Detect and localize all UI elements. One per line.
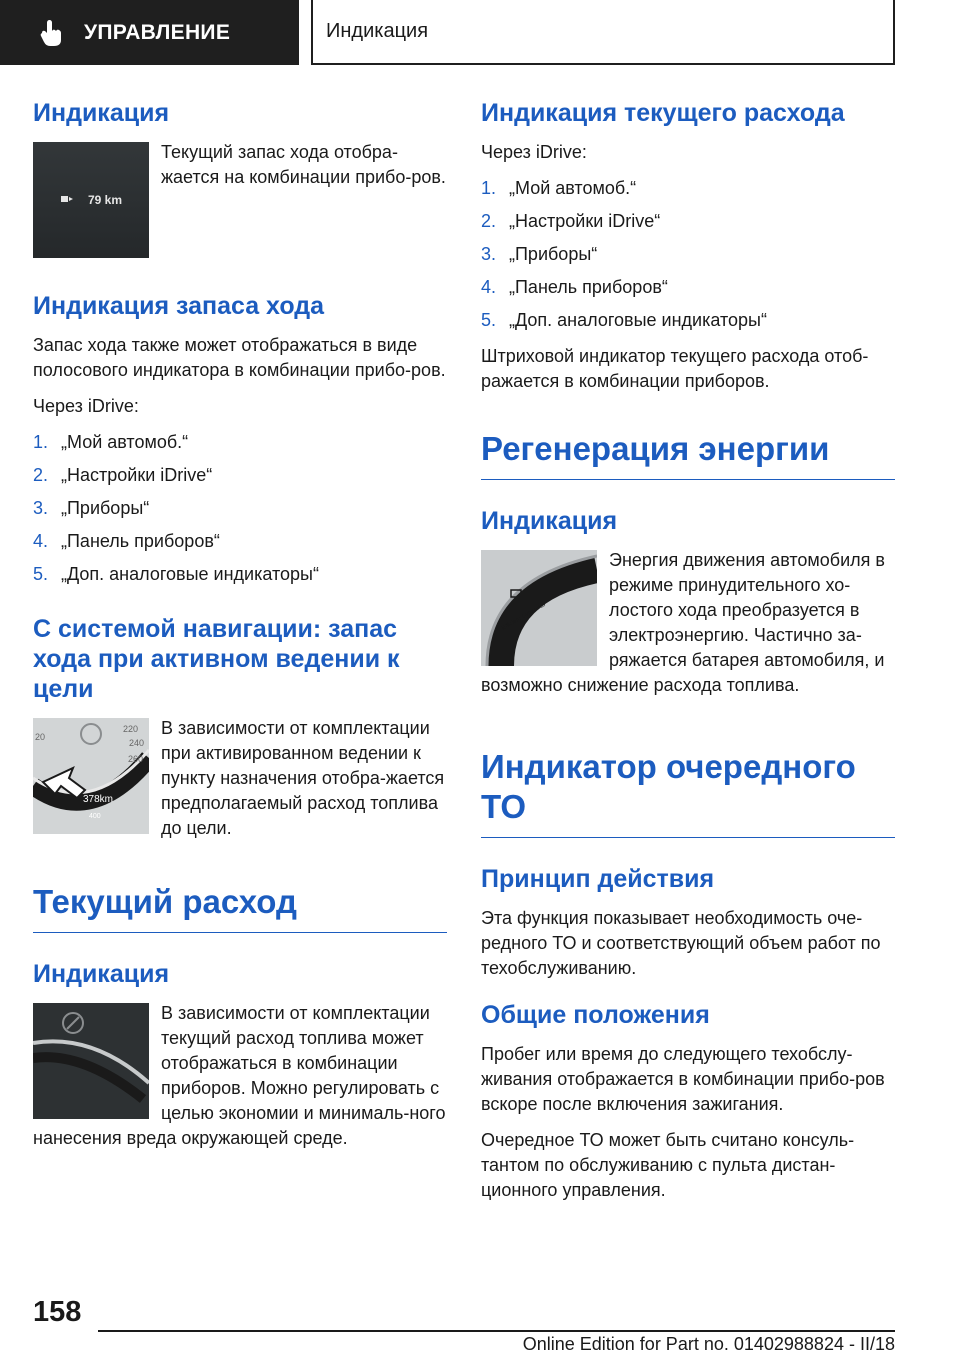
heading-indication: Индикация <box>33 99 170 127</box>
list-item: 3. „Приборы“ <box>33 498 150 518</box>
energy-block <box>481 548 895 698</box>
general-text-2: Очередное ТО может быть считано консуль-тантом по обслуживанию с пульта дистан-ционного управления. <box>481 1130 855 1200</box>
list-item: 5. „Доп. аналоговые индикаторы“ <box>481 310 767 330</box>
list-item: 2. „Настройки iDrive“ <box>33 465 213 485</box>
consumption-bar-text: Штриховой индикатор текущего расхода отоб-ражается в комбинации приборов. <box>481 346 869 391</box>
svg-text:20: 20 <box>35 732 46 742</box>
list-item: 3. „Приборы“ <box>481 244 598 264</box>
via-idrive-label: Через iDrive: <box>481 142 587 162</box>
heading-range-indicator: Индикация запаса хода <box>33 292 325 320</box>
heading-general: Общие положения <box>481 1001 710 1029</box>
svg-text:378km: 378km <box>83 794 114 805</box>
heading-principle: Принцип действия <box>481 865 715 893</box>
range-display-figure <box>33 142 149 258</box>
range-steps-list <box>33 430 447 587</box>
via-idrive-label: Через iDrive: <box>33 396 139 416</box>
list-item: 4. „Панель приборов“ <box>33 531 220 551</box>
principle-text: Эта функция показывает необходимость оче-редного ТО и соответствующий объем работ по техобслуживанию. <box>481 908 881 978</box>
svg-text:400: 400 <box>89 813 101 820</box>
heading-current-consumption: Индикация текущего расхода <box>481 99 845 127</box>
hand-pointer-icon <box>38 18 64 48</box>
heading-indication-consumption: Индикация <box>33 960 170 988</box>
range-display-block <box>33 140 447 264</box>
title-service-indicator: Индикатор очередного ТО <box>481 747 895 838</box>
page-number: 158 <box>33 1296 82 1328</box>
topic-box <box>311 0 895 65</box>
energy-gauge-figure <box>481 550 597 666</box>
navigation-range-block <box>33 716 447 841</box>
energy-text: Энергия движения автомобиля в режиме принудительного хо-лостого хода преобразуется в электроэнергию. Частично за-ряжается батарея автомобиля, и возможно снижение расхода топлива. <box>481 550 885 695</box>
svg-text:240: 240 <box>129 738 145 748</box>
list-item: 1. „Мой автомоб.“ <box>33 432 189 452</box>
title-current-consumption: Текущий расход <box>33 882 447 933</box>
consumption-block <box>33 1001 447 1151</box>
list-item: 5. „Доп. аналоговые индикаторы“ <box>33 564 319 584</box>
heading-indication-energy: Индикация <box>481 507 618 535</box>
consumption-gauge-figure <box>33 1003 149 1119</box>
navigation-gauge-figure <box>33 718 149 834</box>
range-value: 79 km <box>88 193 123 207</box>
list-item: 2. „Настройки iDrive“ <box>481 211 661 231</box>
svg-text:260: 260 <box>128 754 144 764</box>
section-title: УПРАВЛЕНИЕ <box>84 20 231 44</box>
range-indicator-text: Запас хода также может отображаться в виде полосового индикатора в комбинации прибо-ров. <box>33 335 446 380</box>
svg-text:220: 220 <box>123 724 139 734</box>
edition-text: Online Edition for Part no. 01402988824 - II/18 <box>522 1334 895 1354</box>
left-column <box>33 98 447 1162</box>
footer-divider <box>98 1330 895 1332</box>
section-tab <box>0 0 299 65</box>
fuel-pump-icon <box>61 196 68 202</box>
list-item: 1. „Мой автомоб.“ <box>481 178 637 198</box>
title-energy-recovery: Регенерация энергии <box>481 429 895 480</box>
right-column <box>481 98 895 1214</box>
list-item: 4. „Панель приборов“ <box>481 277 668 297</box>
general-text-1: Пробег или время до следующего техобслу-живания отображается в комбинации прибо-ров вскоре после включения зажигания. <box>481 1044 885 1114</box>
topic-title: Индикация <box>326 20 429 42</box>
range-display-text: Текущий запас хода отобра-жается на комбинации прибо-ров. <box>161 142 446 187</box>
svg-text:Efficient Dynamics: Efficient Dynamics <box>501 601 547 632</box>
navigation-range-text: В зависимости от комплектации при активированном ведении к пункту назначения отобра-жается предполагаемый расход топлива до цели. <box>161 718 445 838</box>
consumption-text: В зависимости от комплектации текущий расход топлива может отображаться в комбинации приборов. Можно регулировать с целью экономии и минималь-ного нанесения вреда окружающей среде. <box>33 1003 446 1148</box>
heading-navigation-range: С системой навигации: запас хода при активном ведении к цели <box>33 615 400 703</box>
consumption-steps-list <box>481 176 895 333</box>
